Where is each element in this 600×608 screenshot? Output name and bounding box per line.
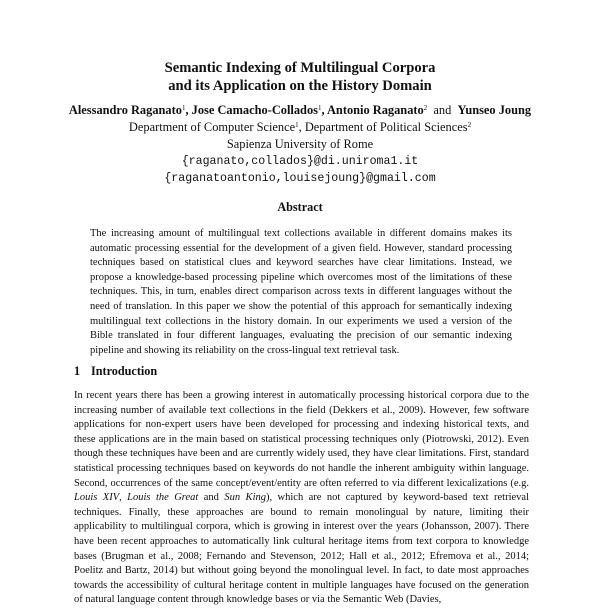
paper-title	[0, 59, 600, 95]
affiliation-2: Department of Political Sciences	[304, 120, 468, 134]
author-1-affil: 1	[181, 104, 186, 112]
email-line-2: {raganatoantonio,louisejoung}@gmail.com	[164, 172, 436, 185]
email-line-1: {raganato,collados}@di.uniroma1.it	[181, 155, 419, 168]
example-sun-king: Sun King	[224, 492, 266, 504]
title-line-2: and its Application on the History Domain	[168, 78, 432, 94]
example-louis-xiv: Louis XIV	[74, 492, 120, 504]
university: Sapienza University of Rome	[226, 137, 374, 151]
author-names: Alessandro Raganato$^1$, Jose Camacho-Collados$^1$, Antonio Raganato$^2$ and Yunseo Joung	[68, 103, 532, 117]
author-conjunction: and	[433, 103, 452, 117]
title-line-1: Semantic Indexing of Multilingual Corpora	[164, 60, 436, 76]
author-4: Yunseo Joung	[457, 103, 532, 117]
author-2: Jose Camacho-Collados	[191, 103, 318, 117]
author-2-affil: 1	[317, 104, 322, 112]
section-number: 1	[74, 364, 81, 378]
section-title: Introduction	[91, 364, 158, 378]
abstract-text: The increasing amount of multilingual text collections available in different domains makes its automatic processing essential for the development of a given field. However, standard processing techniques based on statistical clues and keyword searches have clear limitations. Instead, we propose a knowledge-based processing pipeline which overcomes most of the limitations of these techniques. This, in turn, enables direct comparison across texts in different languages without the need of translation. In this paper we show the potential of this approach for semantically indexing multilingual text collections in the history domain. In our experiments we used a version of the Bible translated in four different languages, evaluating the precision of our semantic indexing pipeline and showing its reliability on the cross-lingual text retrieval task.	[90, 228, 512, 356]
example-louis-the-great: Louis the Great	[127, 492, 199, 504]
author-3-affil: 2	[423, 104, 428, 112]
introduction-paragraph: In recent years there has been a growing interest in automatically processing historical corpora due to the increasing number of available text collections in the field (Dekkers et al., 2009). However, few software applications for non-expert users have been developed for processing and indexing historical texts, and these applications are in the main based on statistical processing techniques only (Piotrowski, 2012). Even though these techniques have been and are currently widely used, they have clear limitations. First, standard statistical processing techniques based on keywords do not handle the inherent ambiguity within language. Second, occurrences of the same concept/event/entity are often referred to via different lexicalizations (e.g. Louis XIV, Louis the Great and Sun King), which are not captured by keyword-based text retrieval techniques. Finally, these approaches are bound to remain monolingual by nature, limiting their applicability to multilingual corpora, which is growing in interest over the years (Johansson, 2007). There have been recent approaches to automatically link cultural heritage items from text corpora to knowledge bases (Brugman et al., 2008; Fernando and Stevenson, 2012; Hall et al., 2012; Efremova et al., 2014; Poelitz and Bartz, 2014) but without going beyond the monolingual level. In fact, to date most approaches towards the accessibility of cultural heritage content in multiple languages have focused on the generation of natural language content through knowledge bases or via the Semantic Web (Davies,	[74, 390, 530, 606]
author-block	[0, 102, 600, 187]
affiliations: Department of Computer Science$^1$, Department of Political Sciences$^2$	[128, 120, 472, 134]
author-1: Alessandro Raganato	[68, 103, 182, 117]
abstract-heading: Abstract	[277, 200, 323, 214]
affiliation-1: Department of Computer Science	[128, 120, 296, 134]
author-3: Antonio Raganato	[326, 103, 424, 117]
section-heading	[74, 364, 157, 379]
